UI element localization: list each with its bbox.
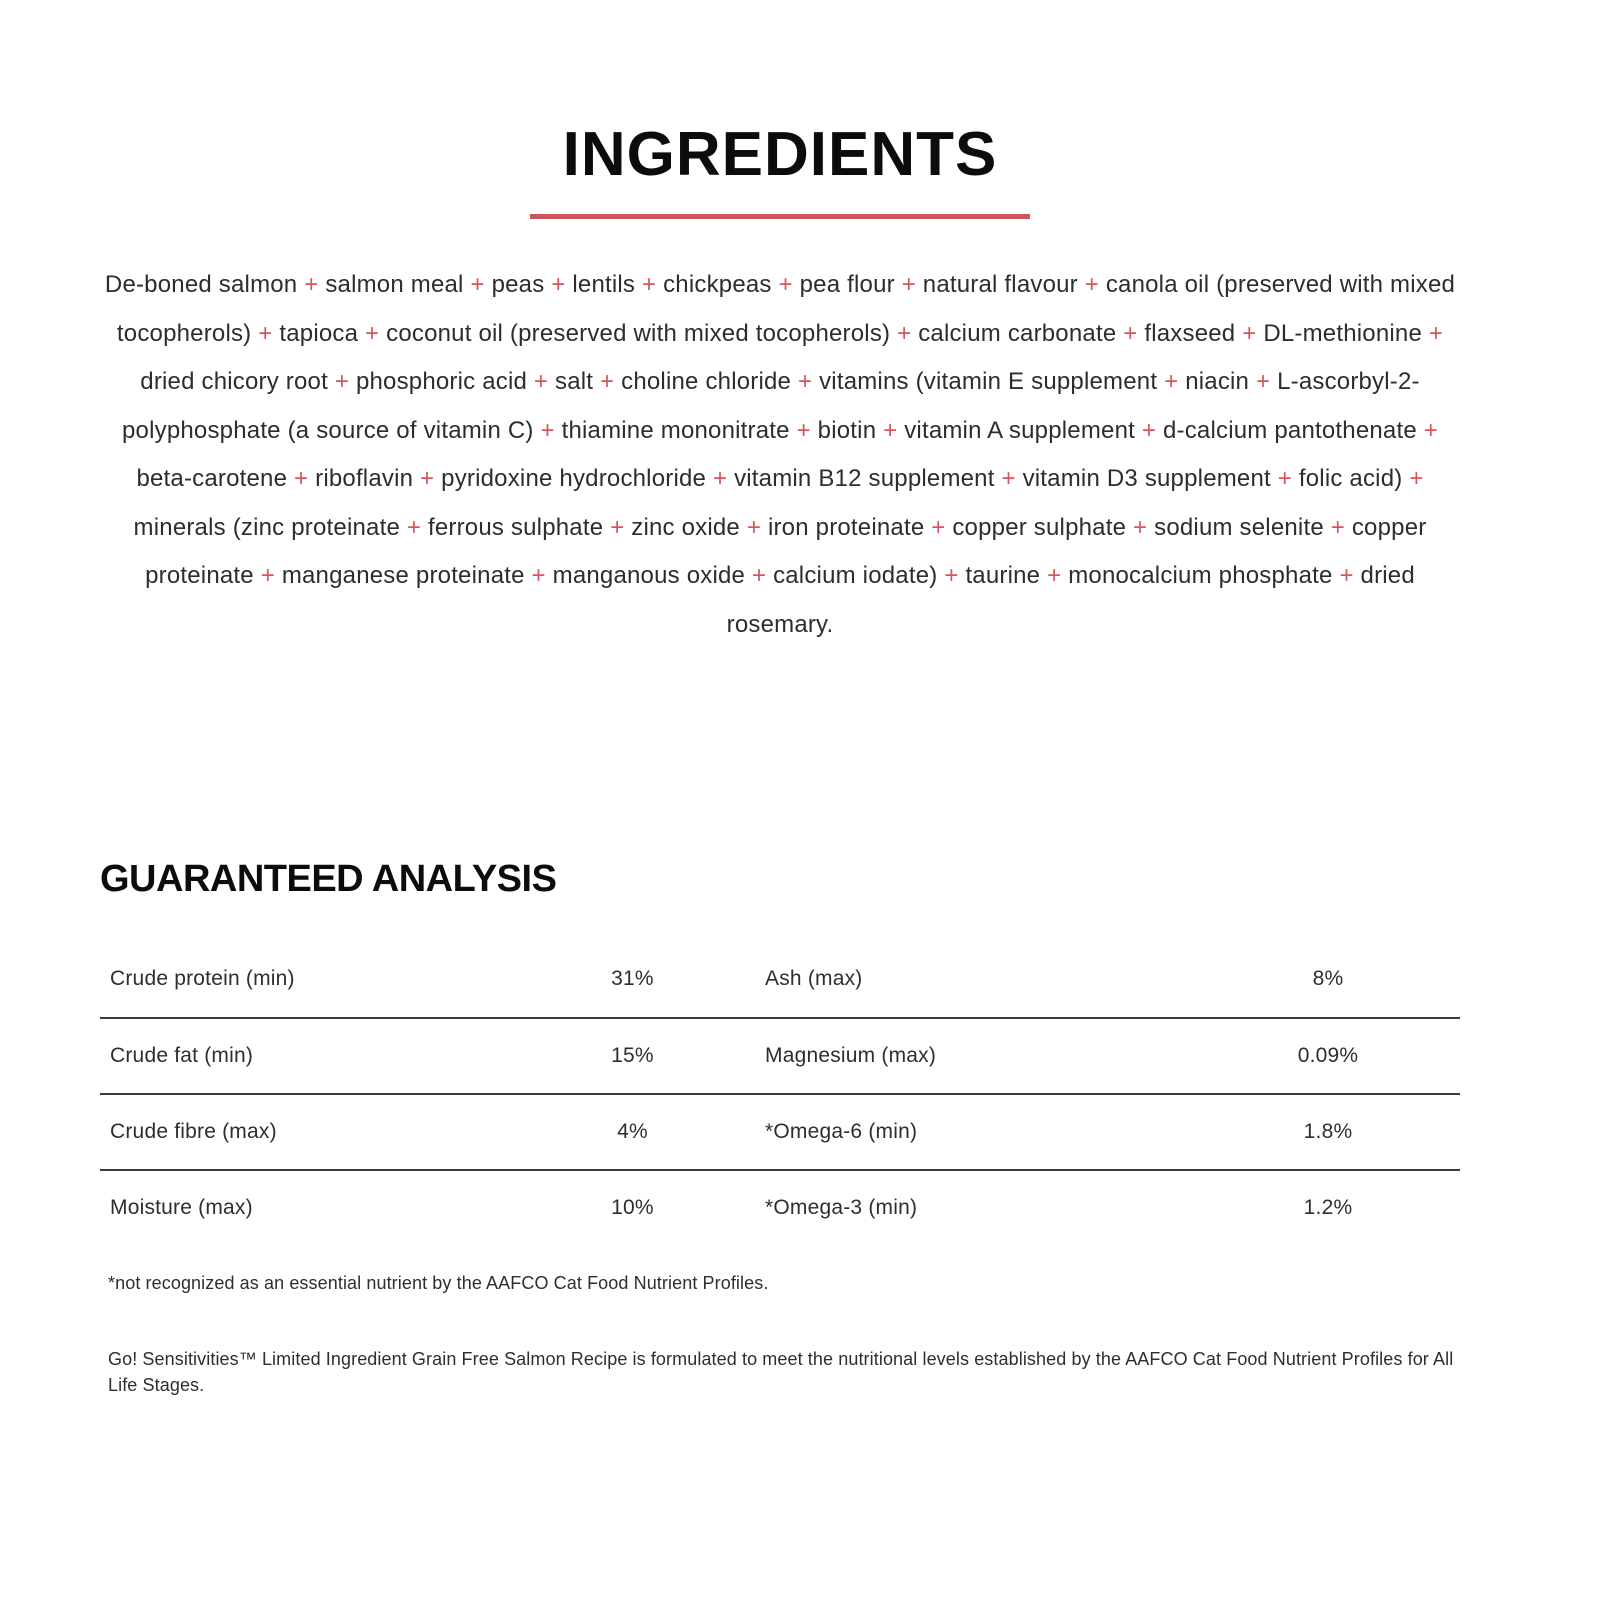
formulation-statement: Go! Sensitivities™ Limited Ingredient Grain Free Salmon Recipe is formulated to meet the nutritional levels established by the AAFCO Cat Food Nutrient Profiles for All Life Stages. <box>108 1348 1454 1395</box>
ingredient-item: manganese proteinate <box>281 562 525 590</box>
analysis-label: Moisture (max) <box>110 1195 253 1219</box>
plus-separator: + <box>1047 562 1062 590</box>
plus-separator: + <box>304 271 319 299</box>
ingredient-item: minerals (zinc proteinate <box>133 513 400 541</box>
ingredient-item: pyridoxine hydrochloride <box>441 465 707 493</box>
ingredient-item: niacin <box>1185 368 1250 396</box>
analysis-label: Crude fibre (max) <box>110 1119 277 1143</box>
ingredient-item: manganous oxide <box>552 562 746 590</box>
plus-separator: + <box>798 368 813 396</box>
ingredient-item: flaxseed <box>1144 319 1236 347</box>
plus-separator: + <box>1409 465 1424 493</box>
plus-separator: + <box>1255 368 1271 396</box>
analysis-label: Magnesium (max) <box>765 1043 937 1067</box>
ingredient-item: beta-carotene <box>136 465 288 493</box>
analysis-label: Crude protein (min) <box>110 966 295 990</box>
ingredients-title: INGREDIENTS <box>562 120 998 189</box>
ingredient-item: zinc oxide <box>631 513 740 541</box>
analysis-label: *Omega-6 (min) <box>765 1119 918 1143</box>
title-underline-accent <box>530 214 1030 219</box>
ingredient-item: monocalcium phosphate <box>1068 562 1333 590</box>
ingredient-item: sodium selenite <box>1154 513 1324 541</box>
plus-separator: + <box>778 271 793 299</box>
analysis-value: 15% <box>611 1043 654 1067</box>
ingredient-item: choline chloride <box>621 368 792 396</box>
plus-separator: + <box>642 271 657 299</box>
ingredient-item: salmon meal <box>325 271 464 299</box>
ingredient-item: salt <box>555 368 594 396</box>
plus-separator: + <box>746 513 762 541</box>
ingredient-item: phosphoric acid <box>355 368 528 396</box>
ingredient-item: De-boned salmon <box>104 271 298 299</box>
plus-separator: + <box>897 319 912 347</box>
plus-separator: + <box>712 465 728 493</box>
plus-separator: + <box>540 416 555 444</box>
analysis-row <box>100 1169 1460 1245</box>
plus-separator: + <box>944 562 959 590</box>
plus-separator: + <box>1001 465 1016 493</box>
ingredient-item: tapioca <box>279 319 359 347</box>
plus-separator: + <box>600 368 615 396</box>
plus-separator: + <box>1164 368 1179 396</box>
analysis-value: 31% <box>611 966 654 990</box>
analysis-row <box>100 941 1460 1017</box>
ingredient-item: thiamine mononitrate <box>561 416 790 444</box>
guaranteed-analysis-table <box>100 941 1460 1245</box>
aafco-footnote: *not recognized as an essential nutrient by the AAFCO Cat Food Nutrient Profiles. <box>108 1272 769 1293</box>
analysis-label: Crude fat (min) <box>110 1043 254 1067</box>
ingredient-item: dried rosemary. <box>726 562 1415 638</box>
analysis-row <box>100 1093 1460 1169</box>
ingredient-item: vitamin B12 supplement <box>734 465 995 493</box>
plus-separator: + <box>1242 319 1257 347</box>
ingredient-item: taurine <box>965 562 1041 590</box>
ingredient-item: vitamin D3 supplement <box>1022 465 1271 493</box>
plus-separator: + <box>931 513 946 541</box>
plus-separator: + <box>551 271 566 299</box>
plus-separator: + <box>1428 319 1444 347</box>
ingredient-item: copper sulphate <box>952 513 1127 541</box>
ingredient-item: d-calcium pantothenate <box>1162 416 1417 444</box>
plus-separator: + <box>610 513 625 541</box>
plus-separator: + <box>334 368 350 396</box>
plus-separator: + <box>420 465 435 493</box>
ingredient-item: canola oil (preserved with mixed tocopherols) <box>116 271 1456 347</box>
plus-separator: + <box>406 513 422 541</box>
guaranteed-analysis-title: GUARANTEED ANALYSIS <box>100 858 557 901</box>
plus-separator: + <box>1133 513 1148 541</box>
ingredient-item: chickpeas <box>663 271 772 299</box>
ingredient-item: biotin <box>817 416 877 444</box>
ingredient-item: vitamins (vitamin E supplement <box>819 368 1158 396</box>
analysis-value: 8% <box>1312 966 1344 990</box>
plus-separator: + <box>1123 319 1138 347</box>
plus-separator: + <box>1339 562 1354 590</box>
ingredient-item: coconut oil (preserved with mixed tocopherols) <box>386 319 891 347</box>
plus-separator: + <box>260 562 275 590</box>
plus-separator: + <box>883 416 898 444</box>
ingredient-item: riboflavin <box>315 465 414 493</box>
analysis-value: 1.2% <box>1303 1195 1353 1219</box>
ingredient-item: DL-methionine <box>1263 319 1422 347</box>
analysis-value: 0.09% <box>1297 1043 1359 1067</box>
ingredient-item: natural flavour <box>922 271 1078 299</box>
analysis-value: 1.8% <box>1303 1119 1353 1143</box>
plus-separator: + <box>258 319 273 347</box>
ingredient-item: copper proteinate <box>145 513 1427 590</box>
ingredient-item: calcium iodate) <box>773 562 938 590</box>
plus-separator: + <box>901 271 916 299</box>
plus-separator: + <box>1084 271 1099 299</box>
plus-separator: + <box>1277 465 1292 493</box>
ingredients-list <box>100 261 1460 649</box>
analysis-row <box>100 1017 1460 1093</box>
ingredient-item: peas <box>491 271 545 299</box>
plus-separator: + <box>751 562 767 590</box>
plus-separator: + <box>796 416 811 444</box>
ingredient-item: folic acid) <box>1298 465 1403 493</box>
ingredient-item: lentils <box>572 271 636 299</box>
ingredient-item: ferrous sulphate <box>427 513 604 541</box>
plus-separator: + <box>531 562 546 590</box>
plus-separator: + <box>533 368 549 396</box>
ingredient-item: calcium carbonate <box>918 319 1117 347</box>
analysis-value: 4% <box>617 1119 648 1143</box>
plus-separator: + <box>294 465 309 493</box>
plus-separator: + <box>1141 416 1157 444</box>
analysis-value: 10% <box>611 1195 654 1219</box>
ingredient-item: dried chicory root <box>140 368 328 396</box>
plus-separator: + <box>470 271 485 299</box>
analysis-label: *Omega-3 (min) <box>765 1195 918 1219</box>
plus-separator: + <box>1423 416 1438 444</box>
ingredient-item: iron proteinate <box>767 513 925 541</box>
ingredient-item: vitamin A supplement <box>904 416 1136 444</box>
plus-separator: + <box>1330 513 1345 541</box>
ingredient-item: pea flour <box>799 271 895 299</box>
analysis-label: Ash (max) <box>765 966 863 990</box>
plus-separator: + <box>365 319 380 347</box>
ingredient-item: L-ascorbyl-2-polyphosphate (a source of vitamin C) <box>122 368 1420 444</box>
